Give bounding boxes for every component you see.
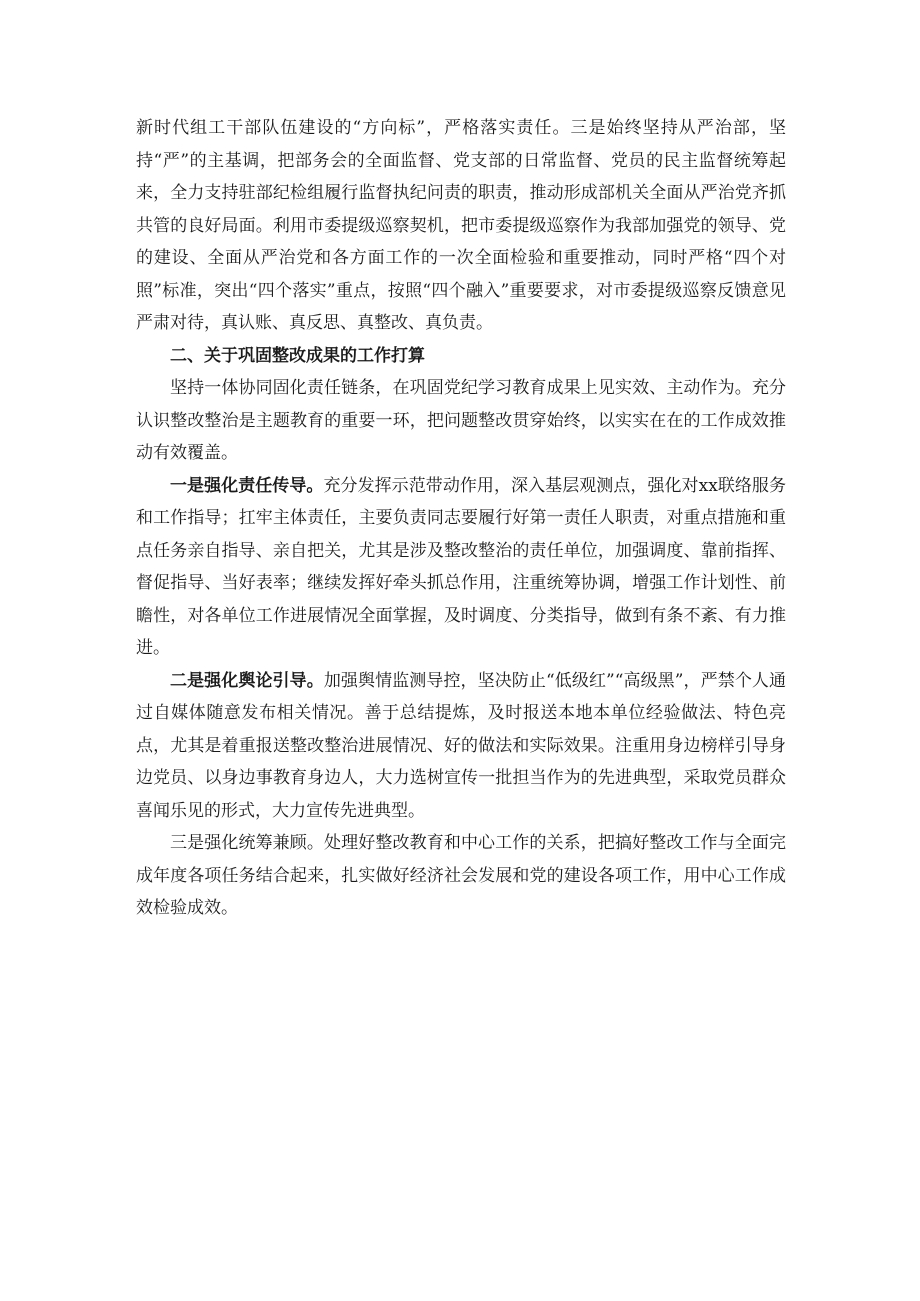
paragraph-continuation: 新时代组工干部队伍建设的“方向标”，严格落实责任。三是始终坚持从严治部，坚持“严”的主基调，把部务会的全面监督、党支部的日常监督、党员的民主监督统筹起来，全力支持驻部纪检组履行监督执纪问责的职责，推动形成部机关全面从严治党齐抓共管的良好局面。利用市委提级巡察契机，把市委提级巡察作为我部加强党的领导、党的建设、全面从严治党和各方面工作的一次全面检验和重要推动，同时严格“四个对照”标准，突出“四个落实”重点，按照“四个融入”重要要求，对市委提级巡察反馈意见严肃对待，真认账、真反思、真整改、真负责。: [136, 118, 786, 333]
paragraph-item-2: [136, 665, 786, 828]
paragraph-item-3: 三是强化统筹兼顾。处理好整改教育和中心工作的关系，把搞好整改工作与全面完成年度各项任务结合起来，扎实做好经济社会发展和党的建设各项工作，用中心工作成效检验成效。: [136, 833, 786, 918]
paragraph-intro: 坚持一体协同固化责任链条，在巩固党纪学习教育成果上见实效、主动作为。充分认识整改整治是主题教育的重要一环，把问题整改贯穿始终，以实实在在的工作成效推动有效覆盖。: [136, 378, 786, 463]
section-heading: 二、关于巩固整改成果的工作打算: [170, 345, 425, 366]
document-body: [136, 112, 786, 925]
item-2-lead: 二是强化舆论引导。: [170, 670, 324, 691]
item-1-lead: 一是强化责任传导。: [170, 475, 324, 496]
item-2-body: 加强舆情监测导控，坚决防止“低级红”“高级黑”，严禁个人通过自媒体随意发布相关情况。善于总结提炼，及时报送本地本单位经验做法、特色亮点，尤其是着重报送整改整治进展情况、好的做法和实际效果。注重用身边榜样引导身边党员、以身边事教育身边人，大力选树宣传一批担当作为的先进典型，采取党员群众喜闻乐见的形式，大力宣传先进典型。: [136, 670, 787, 821]
paragraph-item-1: [136, 470, 786, 665]
item-1-body: 充分发挥示范带动作用，深入基层观测点，强化对xx联络服务和工作指导；扛牢主体责任，主要负责同志要履行好第一责任人职责，对重点措施和重点任务亲自指导、亲自把关，尤其是涉及整改整治的责任单位，加强调度、靠前指挥、督促指导、当好表率；继续发挥好牵头抓总作用，注重统筹协调，增强工作计划性、前瞻性，对各单位工作进展情况全面掌握，及时调度、分类指导，做到有条不紊、有力推进。: [136, 475, 786, 658]
